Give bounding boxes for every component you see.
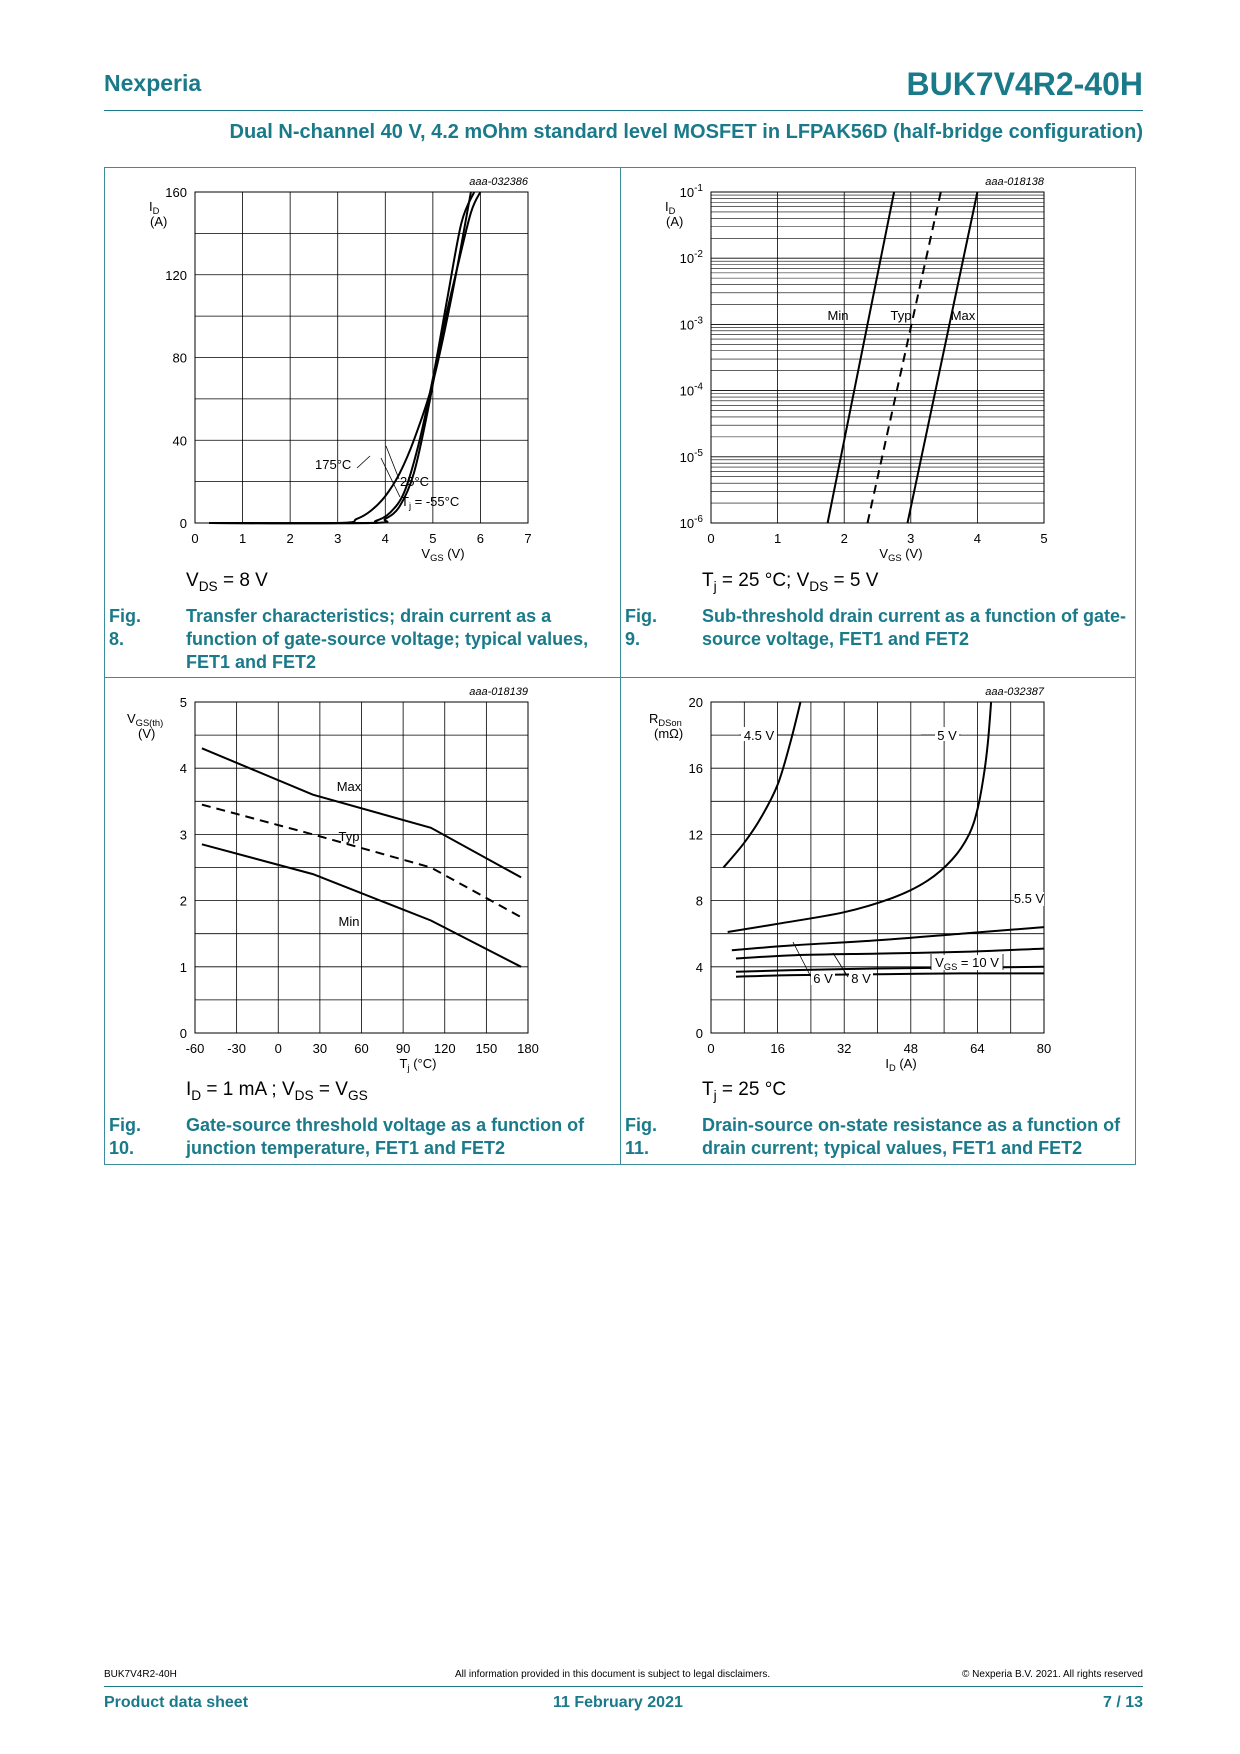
y-axis-label: $V_{GS(th)}$ <box>127 711 164 728</box>
y-axis-label: $R_{DSon}$ <box>649 711 682 728</box>
y-tick-label: 16 <box>688 761 703 777</box>
y-tick-label: $10^{-5}$ <box>679 447 703 465</box>
curve-label: $V_{GS} = 10$ V <box>935 955 999 972</box>
y-tick-label: $10^{-4}$ <box>679 381 703 399</box>
curve-label: 4.5 V <box>743 728 775 743</box>
x-tick-label: 30 <box>312 1041 328 1056</box>
on-state-resistance-chart <box>621 678 1137 1073</box>
chart-code: aaa-018139 <box>469 686 528 698</box>
curve-label: Min <box>338 914 360 929</box>
curve-label-leader <box>386 446 399 479</box>
subthreshold-current-chart <box>621 168 1137 563</box>
y-tick-label: 4 <box>179 761 187 777</box>
footer-copyright: © Nexperia B.V. 2021. All rights reserved <box>962 1669 1143 1680</box>
transfer-characteristics-chart <box>105 168 622 563</box>
curve-label: 6 V <box>813 971 833 986</box>
y-tick-label: 0 <box>179 1026 187 1041</box>
x-tick-label: 0 <box>707 1041 715 1056</box>
x-tick-label: 5 <box>1040 531 1048 546</box>
x-tick-label: 2 <box>286 531 294 546</box>
curve-label: $T_j = -55^\circ C$ <box>401 494 460 511</box>
x-tick-label: 0 <box>707 531 715 546</box>
x-tick-label: 3 <box>334 531 342 546</box>
y-tick-label: 120 <box>165 267 187 283</box>
page-number: 7 / 13 <box>1102 1694 1143 1711</box>
y-tick-label: 3 <box>179 827 187 843</box>
x-tick-label: 32 <box>836 1041 852 1056</box>
x-tick-label: 48 <box>903 1041 919 1056</box>
x-tick-label: 180 <box>517 1041 539 1056</box>
threshold-voltage-chart <box>105 678 622 1073</box>
x-tick-label: 7 <box>524 531 532 546</box>
curve-label: Max <box>950 308 976 323</box>
x-tick-label: 80 <box>1036 1041 1052 1056</box>
y-tick-label: 1 <box>179 959 187 975</box>
footer-doc-id: BUK7V4R2-40H <box>104 1669 177 1680</box>
x-tick-label: -30 <box>227 1041 247 1056</box>
chart-code: aaa-032386 <box>469 176 528 188</box>
y-tick-label: 80 <box>172 350 187 366</box>
curve-label-leader <box>833 953 848 977</box>
y-tick-label: 2 <box>179 893 187 909</box>
chart-code: aaa-018138 <box>985 176 1044 188</box>
footer-date: 11 February 2021 <box>553 1694 683 1711</box>
series-line <box>908 192 978 523</box>
x-tick-label: 60 <box>354 1041 369 1056</box>
figure-panel-9: aaa-018138 0 1 2 3 4 5 $10^{-6}$ $10^{-5}$ $10^{-4}$ $10^{-3}$ $10^{-2}$ $10^{-1}$ $I_D$ (A) $V_{GS}$ (V) Min Typ Max $T_j = 25$ °C; $V_{DS} = 5$ V Fig. 9. Sub-threshold drain current as a function of gate-source voltage, FET1 and FET2 <box>620 167 1136 678</box>
x-tick-label: 90 <box>395 1041 411 1056</box>
x-tick-label: 3 <box>907 531 915 546</box>
chart-code: aaa-032387 <box>985 686 1044 698</box>
x-tick-label: 150 <box>475 1041 498 1056</box>
y-tick-label: 0 <box>179 516 187 531</box>
y-tick-label: 5 <box>179 695 187 710</box>
y-tick-label: $10^{-6}$ <box>679 514 703 531</box>
y-axis-unit: (A) <box>666 214 684 229</box>
footer-divider <box>104 1686 1143 1687</box>
curve-label: 175°C <box>315 457 352 472</box>
y-tick-label: 8 <box>695 893 703 909</box>
x-tick-label: 1 <box>773 531 782 546</box>
curve-label: 25°C <box>400 474 430 489</box>
x-tick-label: 120 <box>433 1041 456 1056</box>
figure-panel-11: aaa-032387 0 16 32 48 64 80 0 4 8 12 16 20 $R_{DSon}$ (mΩ) $I_D$ (A) 4.5 V 5 V 5.5 V $V_{GS} = 10$ V 6 V 8 V $T_j = 25$ °C Fig. 11. Drain-source on-state resistance as a function of drain current; typical values, FET1 and FET2 <box>620 677 1136 1165</box>
y-tick-label: 20 <box>688 695 703 710</box>
x-tick-label: 0 <box>274 1041 282 1056</box>
series-line <box>868 192 941 523</box>
x-tick-label: 2 <box>840 531 848 546</box>
curve-label: 8 V <box>851 971 871 986</box>
y-axis-label: $I_D$ <box>665 199 676 216</box>
x-tick-label: -60 <box>185 1041 205 1056</box>
curve-label: 5 V <box>937 728 957 743</box>
curve-label-leader <box>357 456 370 468</box>
y-tick-label: 0 <box>695 1026 703 1041</box>
x-tick-label: 6 <box>476 531 485 546</box>
header-divider <box>104 110 1143 111</box>
x-axis-label: $V_{GS}$ (V) <box>879 546 923 563</box>
y-axis-label: $I_D$ <box>149 199 160 216</box>
curve-label: Min <box>827 308 849 323</box>
figure-11-condition: $T_j = 25$ °C <box>702 1079 787 1103</box>
series-line <box>736 973 1044 976</box>
x-tick-label: 0 <box>191 531 199 546</box>
figure-panel-8: aaa-032386 0 1 2 3 4 5 6 7 0 40 80 120 160 $I_D$ (A) $V_{GS}$ (V) 175°C 25°C $T_j = -55^\circ C$ $V_{DS} = 8$ V Fig. 8. Transfer characteristics; drain current as a function of gate-source voltage; typical values, FET1 and FET2 <box>104 167 621 678</box>
series-line <box>828 192 895 523</box>
y-tick-label: $10^{-1}$ <box>679 183 703 200</box>
curve-label: Typ <box>890 308 912 323</box>
x-tick-label: 16 <box>770 1041 785 1056</box>
x-axis-label: $T_j$ (°C) <box>399 1056 437 1073</box>
x-tick-label: 4 <box>973 531 982 546</box>
figure-10-condition: $I_D = 1$ mA ; $V_{DS} = V_{GS}$ <box>186 1079 368 1103</box>
y-tick-label: $10^{-2}$ <box>679 249 703 267</box>
y-tick-label: $10^{-3}$ <box>679 315 703 333</box>
figure-9-condition: $T_j = 25$ °C; $V_{DS} = 5$ V <box>702 570 879 594</box>
x-tick-label: 64 <box>970 1041 985 1056</box>
footer-disclaimer: All information provided in this document is subject to legal disclaimers. <box>455 1669 771 1680</box>
figure-8-condition: $V_{DS} = 8$ V <box>186 570 268 594</box>
figure-panel-10: aaa-018139 -60 -30 0 30 60 90 120 150 180 0 1 2 3 4 5 $V_{GS(th)}$ (V) $T_j$ (°C) Max Typ Min $I_D = 1$ mA ; $V_{DS} = V_{GS}$ Fig. 10. Gate-source threshold voltage as a function of junction temperature, FET1 and FET2 <box>104 677 621 1165</box>
x-tick-label: 4 <box>381 531 389 546</box>
x-axis-label: $I_D$ (A) <box>885 1056 917 1073</box>
y-tick-label: 4 <box>695 959 703 975</box>
document-subtitle: Dual N-channel 40 V, 4.2 mOhm standard level MOSFET in LFPAK56D (half-bridge configuration) <box>229 121 1143 143</box>
x-axis-label: $V_{GS}$ (V) <box>421 546 465 563</box>
x-tick-label: 1 <box>238 531 247 546</box>
y-axis-unit: (V) <box>138 726 156 741</box>
curve-label: Typ <box>338 829 360 844</box>
series-line <box>732 927 1044 950</box>
y-axis-unit: (A) <box>150 214 168 229</box>
curve-label: Max <box>336 779 362 794</box>
footer-doc-type: Product data sheet <box>104 1694 249 1711</box>
y-tick-label: 160 <box>165 185 187 200</box>
x-tick-label: 5 <box>429 531 437 546</box>
y-tick-label: 40 <box>172 433 187 449</box>
curve-label-leader <box>793 942 811 977</box>
series-line <box>723 702 800 868</box>
y-axis-unit: (mΩ) <box>654 726 684 741</box>
y-tick-label: 12 <box>688 827 703 843</box>
curve-label: 5.5 V <box>1013 891 1045 906</box>
part-number: BUK7V4R2-40H <box>906 66 1143 102</box>
brand-logo: Nexperia <box>104 70 202 96</box>
